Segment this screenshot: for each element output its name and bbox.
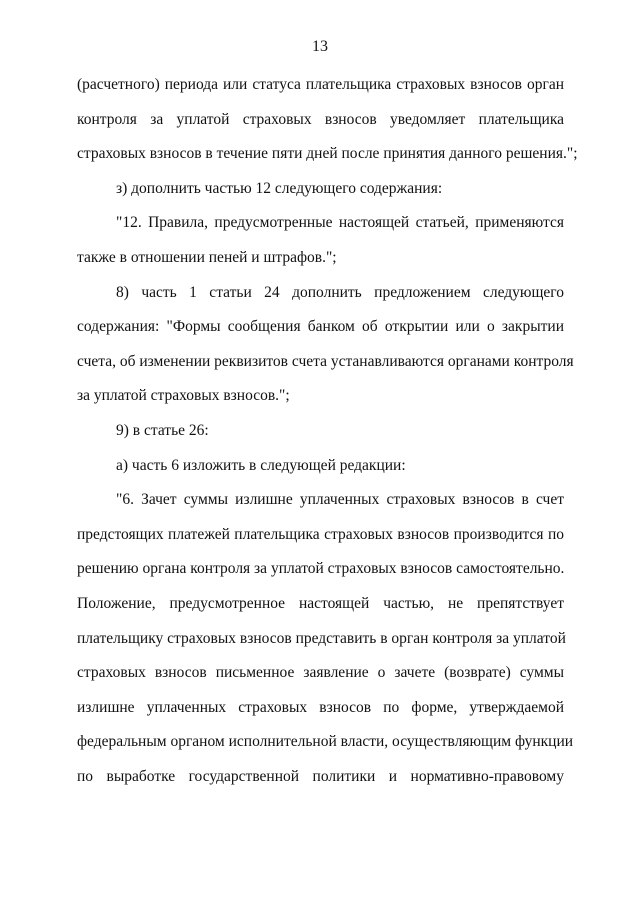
- text-line: за уплатой страховых взносов.";: [77, 387, 290, 405]
- text-line: плательщику страховых взносов представить в орган контроля за уплатой: [77, 629, 566, 647]
- text-line: Положение, предусмотренное настоящей частью, не препятствует: [77, 594, 564, 612]
- text-line: 9) в статье 26:: [116, 421, 209, 439]
- text-line: "12. Правила, предусмотренные настоящей статьей, применяются: [116, 214, 564, 232]
- text-line: предстоящих платежей плательщика страховых взносов производится по: [77, 525, 564, 543]
- text-line: по выработке государственной политики и нормативно-правовому: [77, 767, 564, 785]
- text-line: контроля за уплатой страховых взносов уведомляет плательщика: [77, 110, 564, 128]
- text-line: страховых взносов письменное заявление о зачете (возврате) суммы: [77, 664, 564, 682]
- text-line: (расчетного) периода или статуса плательщика страховых взносов орган: [77, 76, 564, 93]
- text-line: страховых взносов в течение пяти дней после принятия данного решения.";: [77, 145, 578, 163]
- text-line: 8) часть 1 статьи 24 дополнить предложением следующего: [116, 283, 564, 301]
- text-line: излишне уплаченных страховых взносов по форме, утверждаемой: [77, 698, 564, 716]
- text-line: содержания: "Формы сообщения банком об открытии или о закрытии: [77, 318, 564, 336]
- text-line: "6. Зачет суммы излишне уплаченных страховых взносов в счет: [116, 491, 564, 509]
- text-line: а) часть 6 изложить в следующей редакции:: [116, 456, 406, 474]
- document-text: [77, 75, 578, 801]
- text-line: федеральным органом исполнительной власти, осуществляющим функции: [77, 733, 574, 751]
- text-line: счета, об изменении реквизитов счета устанавливаются органами контроля: [77, 352, 574, 370]
- text-line: также в отношении пеней и штрафов.";: [77, 248, 337, 266]
- text-line: з) дополнить частью 12 следующего содержания:: [116, 179, 443, 197]
- text-line: решению органа контроля за уплатой страховых взносов самостоятельно.: [77, 560, 565, 578]
- page-number: 13: [312, 38, 328, 55]
